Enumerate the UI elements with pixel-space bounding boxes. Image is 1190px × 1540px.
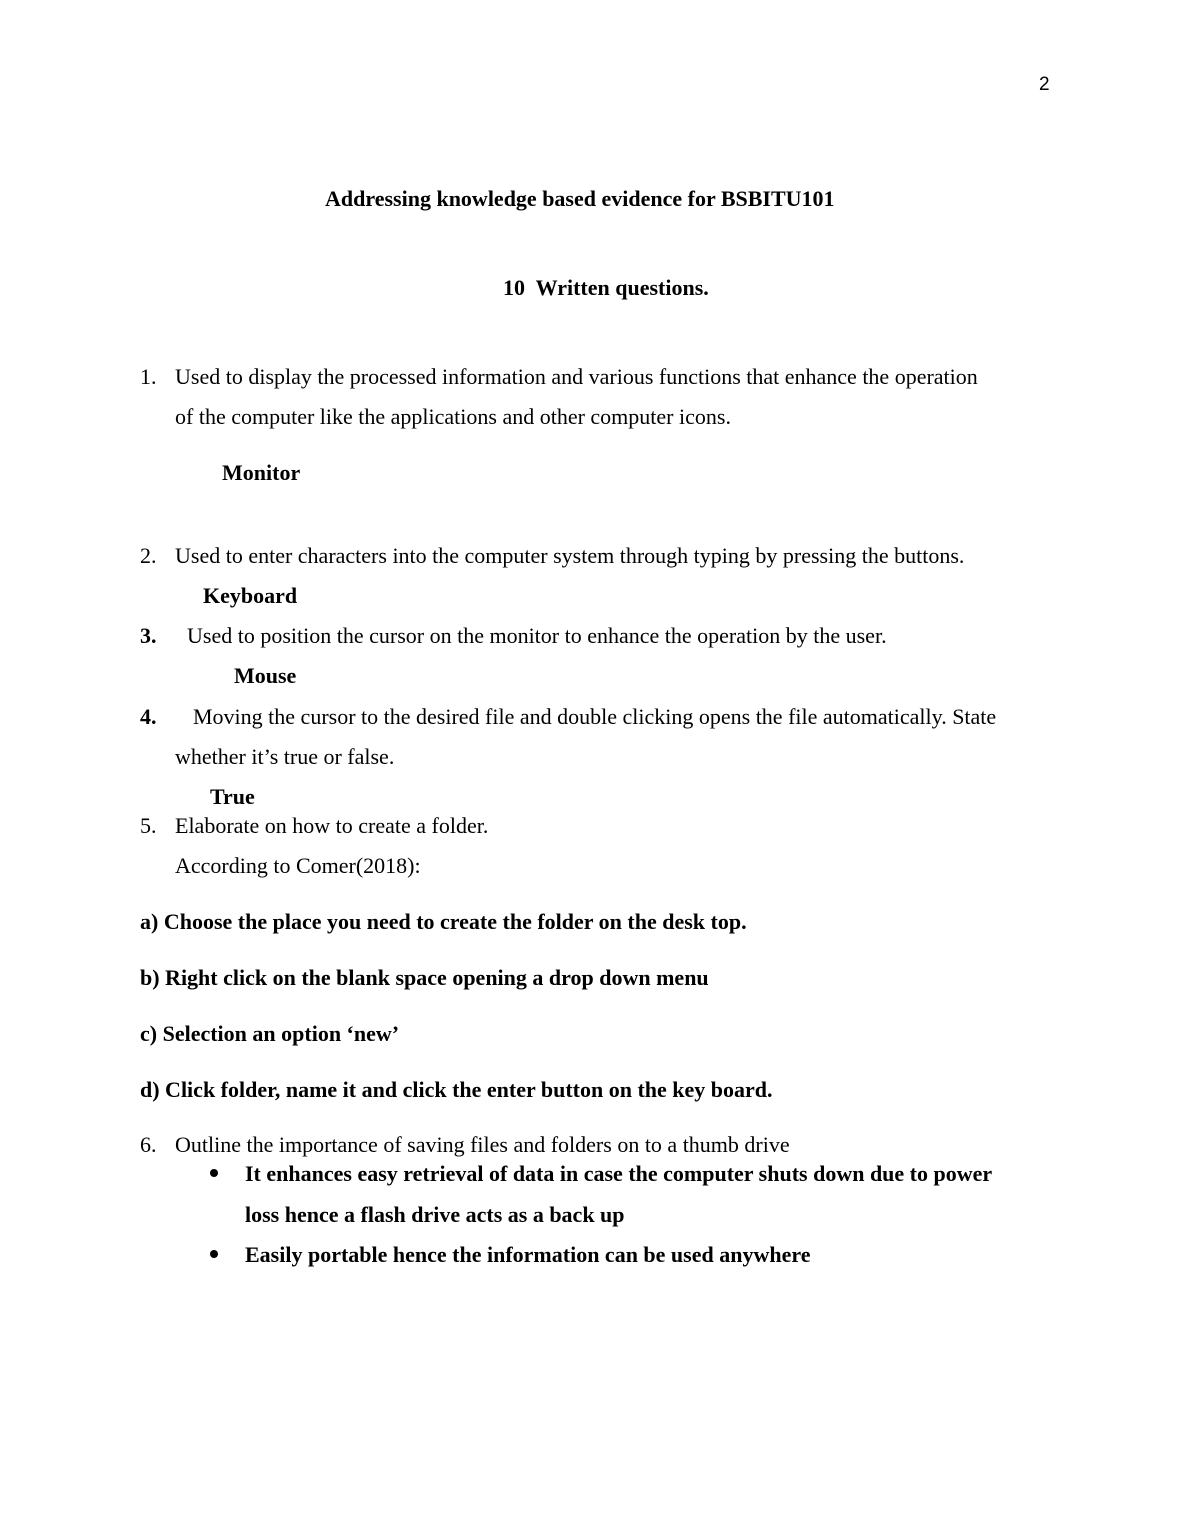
bullet-icon — [210, 1169, 218, 1177]
question-4-number: 4. — [140, 704, 157, 729]
question-1-text-line-1: Used to display the processed information and various functions that enhance the operation — [175, 364, 978, 389]
question-5-citation: According to Comer(2018): — [175, 853, 421, 878]
document-subtitle: 10 Written questions. — [503, 275, 709, 300]
question-5-number: 5. — [140, 813, 157, 838]
page-number: 2 — [1039, 74, 1050, 95]
question-2-text-line-1: Used to enter characters into the computer system through typing by pressing the buttons. — [175, 543, 965, 568]
question-1-text-line-2: of the computer like the applications and other computer icons. — [175, 404, 731, 429]
bullet-icon — [210, 1250, 218, 1258]
question-6-bullet-1-line-1: It enhances easy retrieval of data in case the computer shuts down due to power — [245, 1161, 993, 1186]
question-6-bullet-1-line-2: loss hence a flash drive acts as a back up — [245, 1202, 625, 1227]
question-2-answer: Keyboard — [203, 583, 298, 608]
question-4-text-line-1: Moving the cursor to the desired file and double clicking opens the file automatically. State — [193, 704, 997, 729]
question-6-number: 6. — [140, 1132, 157, 1157]
question-1-answer: Monitor — [222, 460, 301, 485]
question-1-number: 1. — [140, 364, 157, 389]
question-4-answer: True — [210, 784, 255, 809]
question-5-step-d: d) Click folder, name it and click the enter button on the key board. — [140, 1077, 773, 1102]
question-3-number: 3. — [140, 623, 157, 648]
question-5-text-line-1: Elaborate on how to create a folder. — [175, 813, 489, 838]
question-3-answer: Mouse — [234, 663, 297, 688]
question-5-step-a: a) Choose the place you need to create the folder on the desk top. — [140, 909, 747, 934]
question-4-text-line-2: whether it’s true or false. — [175, 744, 395, 769]
question-3-text-line-1: Used to position the cursor on the monitor to enhance the operation by the user. — [187, 623, 887, 648]
document-title: Addressing knowledge based evidence for BSBITU101 — [325, 186, 835, 211]
question-5-step-c: c) Selection an option ‘new’ — [140, 1021, 400, 1046]
question-6-bullet-2-line-1: Easily portable hence the information can be used anywhere — [245, 1242, 811, 1267]
question-5-step-b: b) Right click on the blank space opening a drop down menu — [140, 965, 709, 990]
question-6-text-line-1: Outline the importance of saving files and folders on to a thumb drive — [175, 1132, 790, 1157]
question-2-number: 2. — [140, 543, 157, 568]
